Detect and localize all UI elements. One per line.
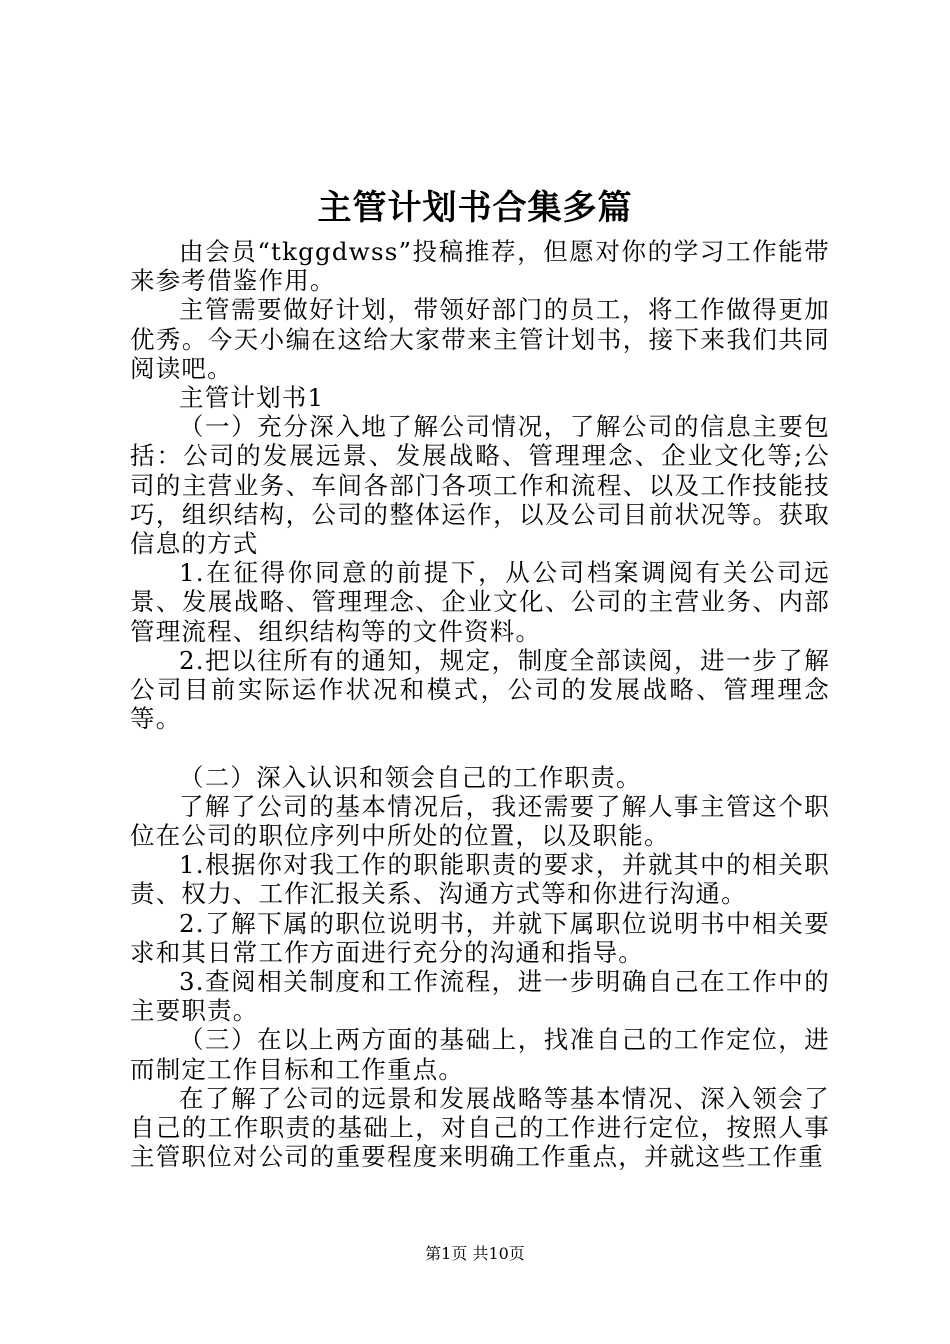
paragraph: （三）在以上两方面的基础上，找准自己的工作定位，进而制定工作目标和工作重点。 [130, 1025, 830, 1084]
paragraph: 在了解了公司的远景和发展战略等基本情况、深入领会了自己的工作职责的基础上，对自己的工作进行定位，按照人事主管职位对公司的重要程度来明确工作重点，并就这些工作重 [130, 1083, 830, 1172]
paragraph-summary: 主管需要做好计划，带领好部门的员工，将工作做得更加优秀。今天小编在这给大家带来主管计划书，接下来我们共同阅读吧。 [130, 295, 830, 383]
paragraph: 1.根据你对我工作的职能职责的要求，并就其中的相关职责、权力、工作汇报关系、沟通方式等和你进行沟通。 [130, 850, 830, 909]
paragraph: 1.在征得你同意的前提下，从公司档案调阅有关公司远景、发展战略、管理理念、企业文化、公司的主营业务、内部管理流程、组织结构等的文件资料。 [130, 558, 830, 646]
paragraph: 3.查阅相关制度和工作流程，进一步明确自己在工作中的主要职责。 [130, 967, 830, 1026]
document-body [130, 237, 830, 1171]
section-heading: 主管计划书1 [179, 383, 325, 413]
paragraph: 2.了解下属的职位说明书，并就下属职位说明书中相关要求和其日常工作方面进行充分的沟通和指导。 [130, 908, 830, 967]
paragraph-intro: 由会员“tkggdwss”投稿推荐，但愿对你的学习工作能带来参考借鉴作用。 [130, 237, 830, 296]
document-title: 主管计划书合集多篇 [317, 188, 633, 228]
paragraph: 2.把以往所有的通知，规定，制度全部读阅，进一步了解公司目前实际运作状况和模式，公司的发展战略、管理理念等。 [130, 645, 830, 734]
paragraph: 了解了公司的基本情况后，我还需要了解人事主管这个职位在公司的职位序列中所处的位置，以及职能。 [130, 791, 830, 851]
paragraph: （一）充分深入地了解公司情况，了解公司的信息主要包括：公司的发展远景、发展战略、管理理念、企业文化等;公司的主营业务、车间各部门各项工作和流程、以及工作技能技巧，组织结构，公司的整体运作，以及公司目前状况等。获取信息的方式 [130, 412, 830, 559]
paragraph: （二）深入认识和领会自己的工作职责。 [179, 762, 642, 792]
page-footer: 第1页 共10页 [425, 1244, 525, 1263]
